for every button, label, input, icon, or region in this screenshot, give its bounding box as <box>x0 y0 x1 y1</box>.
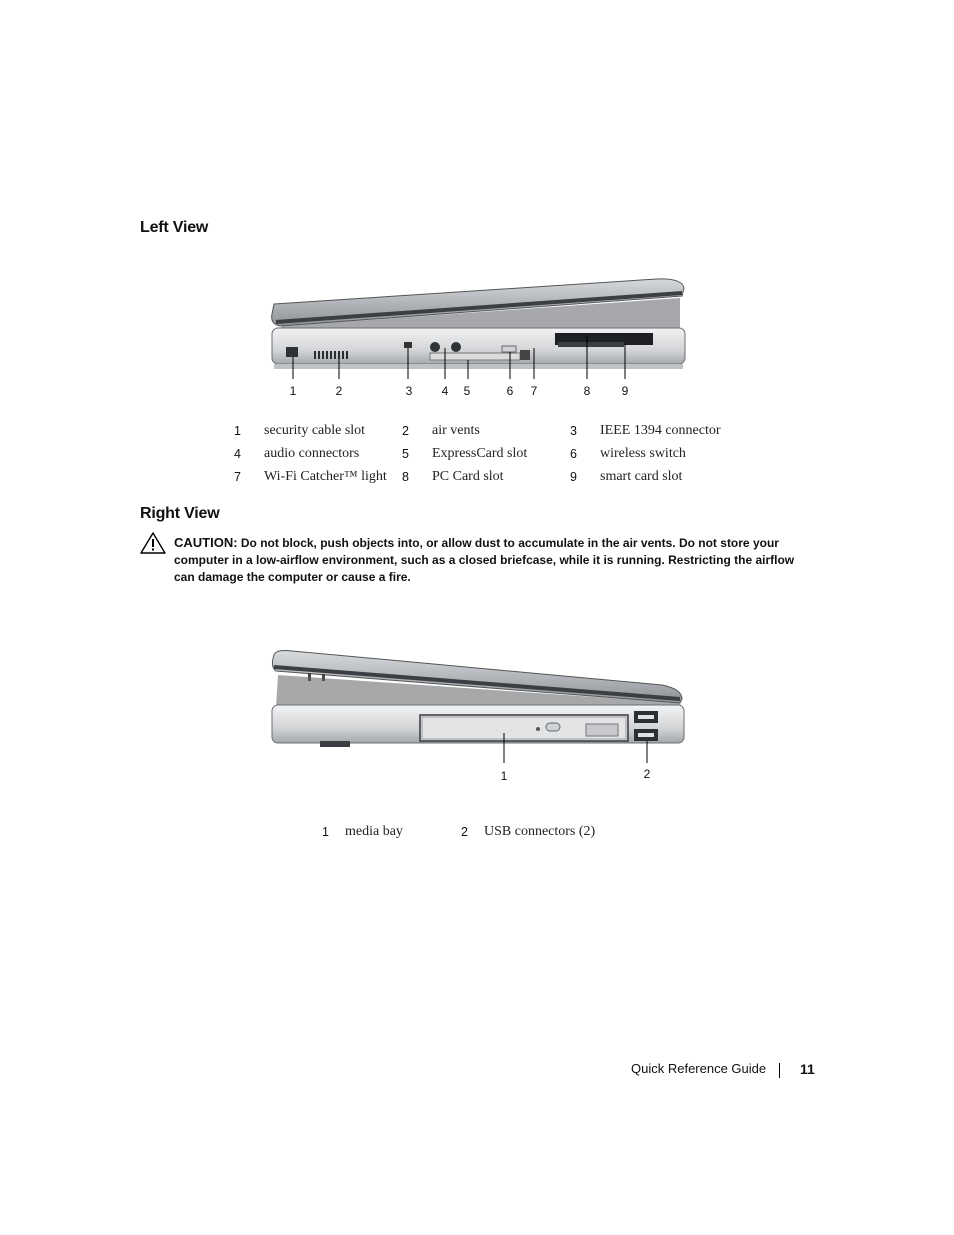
legend-number: 4 <box>234 447 241 461</box>
footer-guide-title: Quick Reference Guide <box>631 1061 767 1076</box>
legend-label: media bay <box>345 824 403 839</box>
right-callout-2: 2 <box>643 767 651 781</box>
left-callout-9: 9 <box>621 384 629 398</box>
legend-number: 2 <box>461 825 468 839</box>
left-view-heading: Left View <box>140 219 209 236</box>
left-callout-7: 7 <box>530 384 538 398</box>
left-view-laptop-illustration <box>262 276 692 382</box>
right-view-heading: Right View <box>140 505 220 522</box>
left-callout-8: 8 <box>583 384 591 398</box>
legend-number: 5 <box>402 447 409 461</box>
right-view-laptop-illustration <box>262 645 692 767</box>
legend-number: 2 <box>402 424 409 438</box>
left-callout-3: 3 <box>405 384 413 398</box>
footer-divider <box>779 1063 780 1078</box>
right-callout-1: 1 <box>500 769 508 783</box>
legend-number: 1 <box>322 825 329 839</box>
legend-label: smart card slot <box>600 469 683 484</box>
legend-number: 3 <box>570 424 577 438</box>
legend-label: IEEE 1394 connector <box>600 423 721 438</box>
left-callout-4: 4 <box>441 384 449 398</box>
left-callout-5: 5 <box>463 384 471 398</box>
legend-number: 8 <box>402 470 409 484</box>
left-callout-2: 2 <box>335 384 343 398</box>
caution-text-block <box>174 534 814 586</box>
legend-label: air vents <box>432 423 480 438</box>
legend-number: 1 <box>234 424 241 438</box>
legend-number: 6 <box>570 447 577 461</box>
left-callout-1: 1 <box>289 384 297 398</box>
legend-label: PC Card slot <box>432 469 504 484</box>
legend-label: USB connectors (2) <box>484 824 596 839</box>
caution-body: Do not block, push objects into, or allow dust to accumulate in the air vents. Do not store your computer in a low-airflow environment, such as a closed briefcase, while it is running. Restricting the airflow can damage the computer or cause a fire. <box>174 536 795 584</box>
legend-label: Wi-Fi Catcher™ light <box>264 469 387 484</box>
legend-label: audio connectors <box>264 446 360 461</box>
legend-label: wireless switch <box>600 446 686 461</box>
caution-triangle-icon <box>140 532 166 554</box>
legend-number: 9 <box>570 470 577 484</box>
caution-label: CAUTION: <box>174 535 238 550</box>
left-callout-6: 6 <box>506 384 514 398</box>
legend-number: 7 <box>234 470 241 484</box>
legend-label: security cable slot <box>264 423 366 438</box>
footer-page-number: 11 <box>800 1061 815 1077</box>
legend-label: ExpressCard slot <box>432 446 528 461</box>
